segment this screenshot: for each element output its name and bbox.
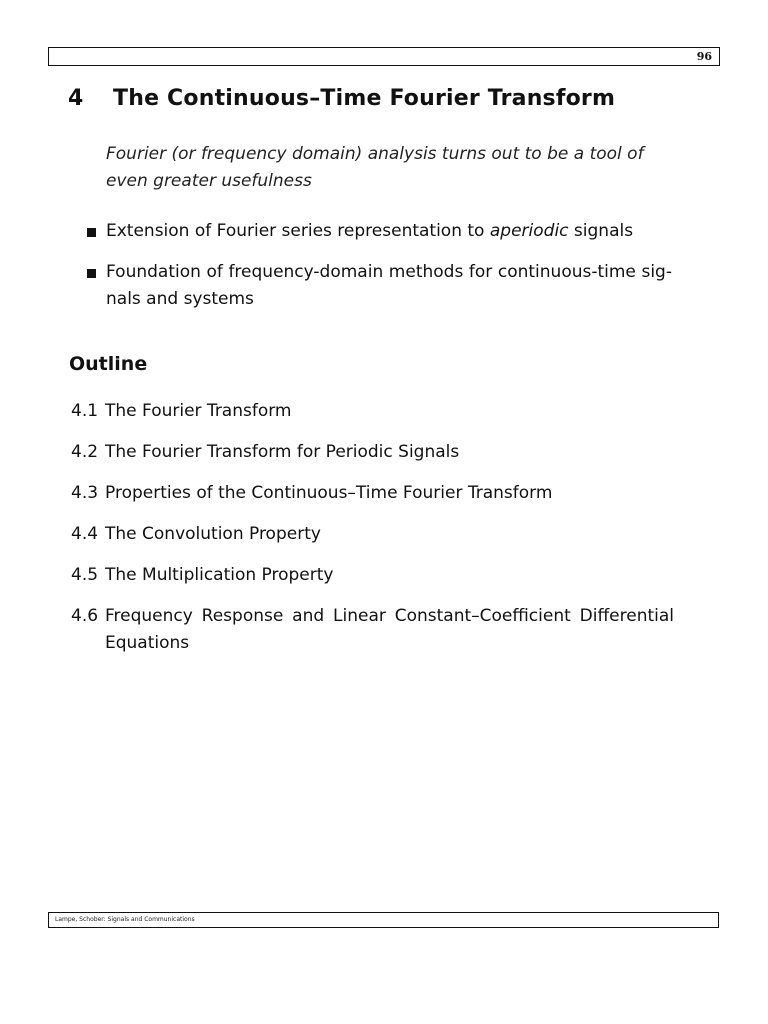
outline-item-text: The Fourier Transform (105, 401, 292, 421)
outline-item-number: 4.3 (71, 483, 99, 503)
bullet-list (87, 218, 672, 327)
outline-item-text: The Convolution Property (105, 524, 321, 544)
section-title-text: The Continuous–Time Fourier Transform (113, 86, 616, 111)
footer-text: Lampe, Schober: Signals and Communications (55, 916, 195, 923)
outline-item (71, 398, 674, 425)
bullet-square-icon (87, 228, 96, 237)
bullet-item (87, 218, 672, 245)
outline-item-number: 4.5 (71, 565, 99, 585)
outline-item-number: 4.1 (71, 401, 99, 421)
section-number: 4 (68, 86, 84, 111)
bullet-text-before: Foundation of frequency-domain methods for continuous-time sig-nals and systems (106, 262, 672, 309)
bullet-item (87, 259, 672, 313)
outline-item-text: Frequency Response and Linear Constant–Coefficient Differential Equations (105, 606, 674, 653)
bullet-square-icon (87, 269, 96, 278)
outline-item (71, 439, 674, 466)
bullet-text-before: Extension of Fourier series representation to (106, 221, 490, 241)
section-title (68, 84, 615, 114)
header-box (48, 47, 720, 66)
outline-item-number: 4.4 (71, 524, 99, 544)
intro-quote: Fourier (or frequency domain) analysis turns out to be a tool of even greater usefulness (106, 144, 644, 191)
outline-item (71, 562, 674, 589)
outline-item-number: 4.6 (71, 606, 99, 626)
outline-heading: Outline (69, 353, 148, 375)
outline-item-number: 4.2 (71, 442, 99, 462)
outline-item-text: The Fourier Transform for Periodic Signals (105, 442, 460, 462)
outline-item-text: The Multiplication Property (105, 565, 334, 585)
bullet-text-after: signals (568, 221, 634, 241)
outline-list (71, 398, 674, 671)
footer-box (48, 912, 719, 928)
outline-item-text: Properties of the Continuous–Time Fourier Transform (105, 483, 553, 503)
bullet-text-emphasis: aperiodic (489, 221, 569, 241)
outline-item (71, 480, 674, 507)
outline-item (71, 521, 674, 548)
outline-item (71, 603, 674, 657)
page-number: 96 (696, 50, 712, 63)
